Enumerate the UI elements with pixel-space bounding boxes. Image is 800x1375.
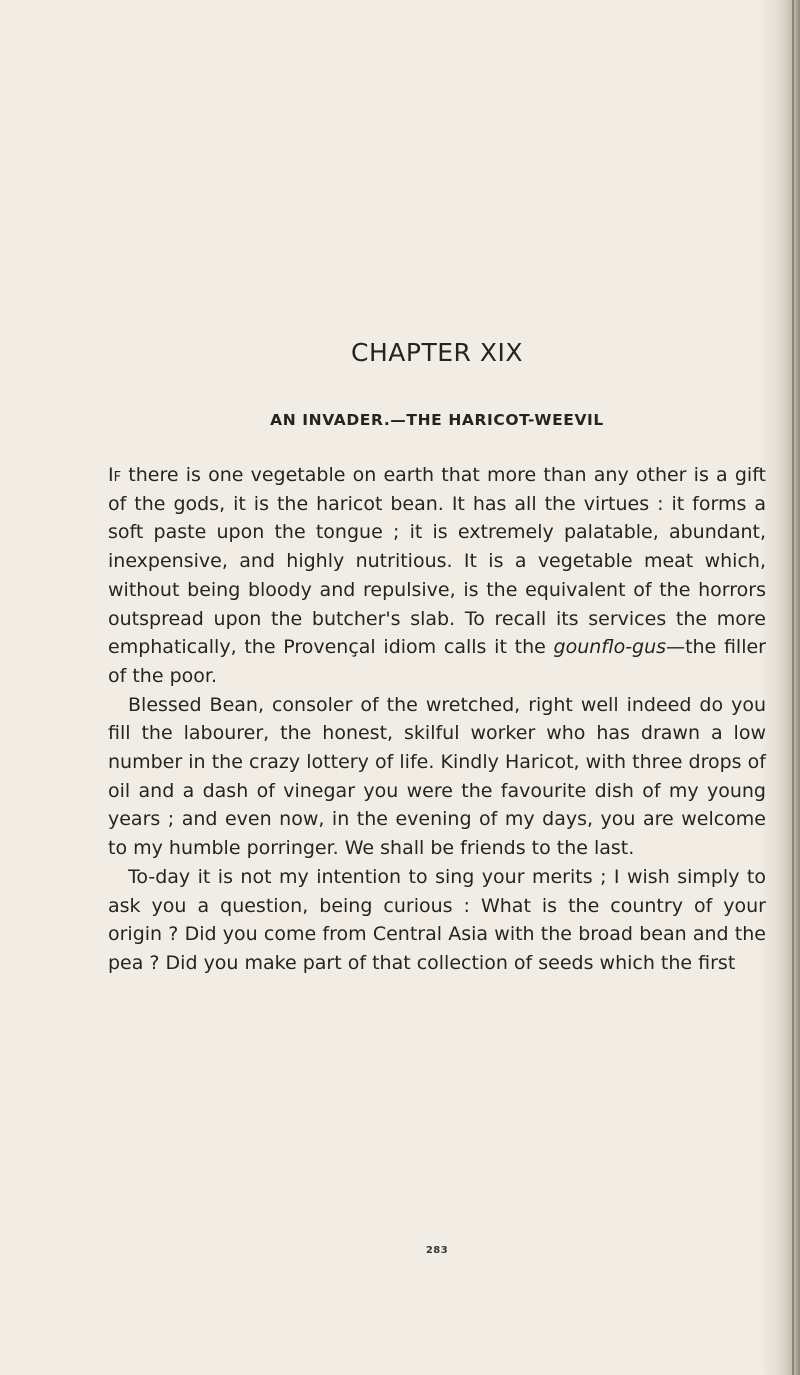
page-edge-line <box>792 0 794 1375</box>
paragraph-1 <box>108 461 766 691</box>
chapter-title: CHAPTER XIX <box>351 338 523 367</box>
provencal-term: gounflo-gus <box>553 636 667 659</box>
page-number: 283 <box>425 1245 449 1256</box>
opening-word: If <box>108 464 122 486</box>
body-text <box>108 461 766 978</box>
paragraph-3: To-day it is not my intention to sing your merits ; I wish simply to ask you a question, being curious : What is the country of your origin ? Did you come from Central Asia with the broad bean and the pea ? Did you make part of that collection of seeds which the first <box>108 865 766 974</box>
page-edge <box>762 0 800 1375</box>
paragraph-1-text-a: there is one vegetable on earth that more than any other is a gift of the gods, it is the haricot bean. It has all the virtues : it forms a soft paste upon the tongue ; it is extremely palatable, abundant, inexpensive, and highly nutritious. It is a vegetable meat which, without being bloody and repulsive, is the equivalent of the horrors outspread upon the butcher's slab. To recall its services the more emphatically, the Provençal idiom calls it the <box>108 464 766 659</box>
paragraph-2: Blessed Bean, consoler of the wretched, right well indeed do you fill the labourer, the honest, skilful worker who has drawn a low number in the crazy lottery of life. Kindly Haricot, with three drops of oil and a dash of vinegar you were the favourite dish of my young years ; and even now, in the evening of my days, you are welcome to my humble porringer. We shall be friends to the last. <box>108 693 766 860</box>
chapter-subtitle: AN INVADER.—THE HARICOT-WEEVIL <box>270 411 604 429</box>
page-content <box>108 336 766 1256</box>
paragraph-1-text-b: —the filler of the poor. <box>108 636 766 687</box>
